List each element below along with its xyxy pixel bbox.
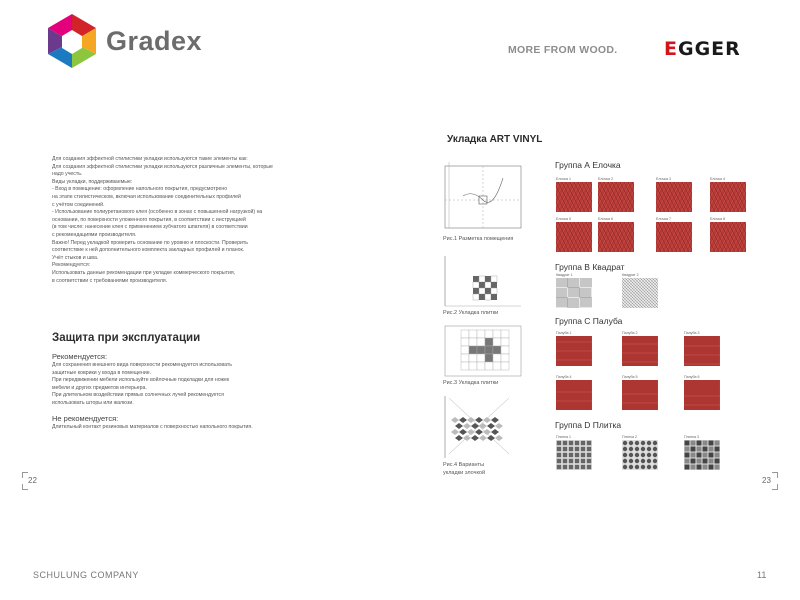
- art-vinyl-title: Укладка ART VINYL: [447, 134, 543, 145]
- tile-label: Елочка 8: [710, 217, 725, 221]
- section-title: Защита при эксплуатации: [52, 332, 201, 344]
- tile-pattern-icon: [622, 380, 658, 410]
- tile-pattern-icon: [622, 336, 658, 366]
- group-d-title: Группа D Плитка: [555, 420, 622, 430]
- installation-text-line: с учётом соединений.: [52, 201, 105, 208]
- tile-swatch: [622, 336, 658, 366]
- caption-2: Рис.2 Укладка плитки: [443, 310, 499, 316]
- tile-swatch: [684, 336, 720, 366]
- protection-text: [52, 350, 352, 431]
- installation-text-line: Важно! Перед укладкой проверить основание по уровню и плоскости. Проверить: [52, 239, 248, 246]
- installation-text-line: Виды укладки, поддерживаемые:: [52, 178, 133, 185]
- installation-text-line: основании, по поверхности уложенного покрытия, в соответствии с инструкцией: [52, 216, 246, 223]
- tile-pattern-icon: [684, 336, 720, 366]
- installation-text-line: в соответствии с требованиями производителя.: [52, 277, 168, 284]
- tile-label: Палуба 4: [556, 375, 572, 379]
- tile-pattern-icon: [598, 182, 634, 212]
- group-b-title: Группа В Квадрат: [555, 262, 625, 272]
- corner-bracket-right-bottom: [772, 484, 778, 490]
- group-c-title: Группа С Палуба: [555, 316, 623, 326]
- page-number-right: 23: [762, 476, 771, 485]
- installation-text-line: с рекомендациями производителя.: [52, 231, 137, 238]
- tile-label: Палуба 5: [622, 375, 638, 379]
- tile-swatch: [656, 222, 692, 252]
- tile-pattern-icon: [556, 336, 592, 366]
- gradex-logo: [42, 12, 217, 70]
- figure-room-layout: [443, 160, 525, 234]
- tile-label: Палуба 3: [684, 331, 700, 335]
- figure-tile-checker: [443, 252, 525, 310]
- installation-text-line: (в том числе: нанесение клея с применением зубчатого шпателя) в соответствии: [52, 224, 248, 231]
- installation-text-line: - Использование полиуретанового клея (особенно в зонах с повышенной нагрузкой) на: [52, 209, 263, 216]
- tile-label: Елочка 5: [556, 217, 571, 221]
- tile-pattern-icon: [556, 440, 592, 470]
- tile-label: Елочка 6: [598, 217, 613, 221]
- tile-swatch: [556, 278, 592, 308]
- caption-3: Рис.3 Укладка плитки: [443, 380, 499, 386]
- tile-pattern-icon: [684, 440, 720, 470]
- tile-swatch: [556, 380, 592, 410]
- figure-herringbone: [443, 394, 525, 460]
- tile-pattern-icon: [710, 182, 746, 212]
- logo-text: Gradex: [106, 26, 203, 56]
- caption-4b: укладки элочкой: [443, 470, 486, 476]
- tile-pattern-icon: [598, 222, 634, 252]
- tile-pattern-icon: [556, 278, 592, 308]
- figure-tile-grid: [443, 322, 525, 380]
- footer-company: SCHULUNG COMPANY: [33, 570, 139, 580]
- tile-swatch: [556, 182, 592, 212]
- group-a-title: Группа А Елочка: [555, 160, 621, 170]
- recommended-line: использовать шторы или жалюзи.: [52, 399, 134, 406]
- tile-swatch: [684, 380, 720, 410]
- egger-brand: EGGER: [664, 38, 741, 60]
- page-number-left: 22: [28, 476, 37, 485]
- installation-text-line: Использовать данные рекомендации при укладке коммерческого покрытия,: [52, 269, 236, 276]
- tile-swatch: [684, 440, 720, 470]
- tile-swatch: [598, 182, 634, 212]
- tile-label: Квадрат 1: [556, 273, 573, 277]
- caption-4: Рис.4 Варианты: [443, 462, 485, 468]
- tile-swatch: [556, 222, 592, 252]
- recommended-line: Для сохранения внешнего вида поверхности рекомендуется использовать: [52, 362, 232, 368]
- egger-logo: [652, 40, 770, 58]
- not-recommended-line: Длительный контакт резиновых материалов с поверхностью напольного покрытия.: [52, 423, 253, 430]
- tile-label: Елочка 1: [556, 177, 571, 181]
- tile-pattern-icon: [710, 222, 746, 252]
- tile-swatch: [656, 182, 692, 212]
- not-recommended-lines: [52, 424, 352, 432]
- installation-text-line: соответствие к ней дополнительного комплекта закладных профилей и планок.: [52, 247, 245, 254]
- installation-text: [52, 156, 352, 285]
- tile-pattern-icon: [656, 222, 692, 252]
- tile-label: Плитка 3: [684, 435, 699, 439]
- recommended-line: мебели и других предметов интерьера.: [52, 384, 147, 391]
- installation-text-line: - Вход в помещение: оформление напольного покрытия, предусмотрено: [52, 186, 228, 193]
- recommended-lines: [52, 362, 352, 408]
- footer-page-number: 11: [757, 570, 767, 580]
- installation-text-line: на этапе стилистическом, включая использование соединительных профилей: [52, 193, 241, 200]
- tile-swatch: [622, 380, 658, 410]
- tile-swatch: [556, 440, 592, 470]
- installation-text-line: Учёт стыков и шва.: [52, 254, 99, 261]
- tile-pattern-icon: [556, 380, 592, 410]
- tile-label: Елочка 2: [598, 177, 613, 181]
- tile-swatch: [556, 336, 592, 366]
- installation-text-line: надо учесть.: [52, 171, 83, 178]
- tile-label: Палуба 6: [684, 375, 700, 379]
- tile-label: Елочка 7: [656, 217, 671, 221]
- installation-text-line: Рекомендуется:: [52, 262, 91, 269]
- tile-swatch: [622, 440, 658, 470]
- recommended-line: защитные коврики у входа в помещение.: [52, 369, 152, 376]
- tile-pattern-icon: [684, 380, 720, 410]
- installation-text-line: Для создания эффектной стилистики укладки используются различные элементы, которые: [52, 163, 273, 170]
- tile-label: Плитка 1: [556, 435, 571, 439]
- tile-pattern-icon: [622, 278, 658, 308]
- tile-label: Квадрат 2: [622, 273, 639, 277]
- tile-pattern-icon: [622, 440, 658, 470]
- tile-label: Палуба 1: [556, 331, 572, 335]
- tile-swatch: [622, 278, 658, 308]
- tile-label: Елочка 4: [710, 177, 725, 181]
- recommended-line: При длительном воздействии прямых солнечных лучей рекомендуется: [52, 392, 224, 399]
- corner-bracket-right: [772, 472, 778, 478]
- tile-pattern-icon: [556, 222, 592, 252]
- tile-label: Плитка 2: [622, 435, 637, 439]
- recommended-heading: Рекомендуется:: [52, 352, 108, 361]
- caption-1: Рис.1 Разметка помещения: [443, 236, 514, 242]
- tile-pattern-icon: [556, 182, 592, 212]
- tile-pattern-icon: [656, 182, 692, 212]
- tile-swatch: [710, 182, 746, 212]
- tagline: MORE FROM WOOD.: [508, 44, 618, 56]
- gradex-logo-icon: [42, 12, 102, 70]
- tile-swatch: [598, 222, 634, 252]
- tile-label: Елочка 3: [656, 177, 671, 181]
- not-recommended-heading: Не рекомендуется:: [52, 413, 119, 423]
- recommended-line: При передвижении мебели используйте войлочные подкладки для ножек: [52, 377, 230, 384]
- tile-swatch: [710, 222, 746, 252]
- corner-bracket-left-bottom: [22, 484, 28, 490]
- tile-label: Палуба 2: [622, 331, 638, 335]
- installation-text-line: Для создания эффектной стилистики укладки используются такие элементы как:: [52, 156, 248, 162]
